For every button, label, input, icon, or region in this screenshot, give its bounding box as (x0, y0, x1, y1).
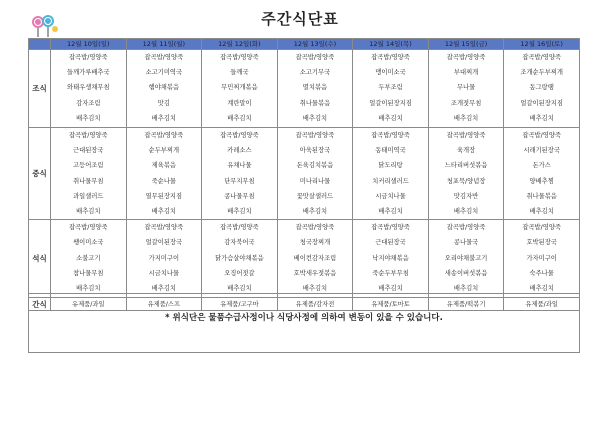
menu-item: 무나물 (456, 84, 476, 92)
menu-item: 잡곡밥/영양죽 (446, 132, 486, 139)
menu-item: 잡곡밥/영양죽 (68, 132, 108, 139)
menu-item: 잡곡밥/영양죽 (371, 224, 410, 232)
menu-cell (353, 50, 429, 128)
menu-item: 잡곡밥/영양죽 (144, 224, 184, 232)
menu-item: 잡곡밥/영양죽 (68, 224, 108, 232)
menu-item: 취나물볶음 (526, 192, 557, 200)
menu-item: 잡곡밥/영양죽 (68, 54, 108, 61)
menu-item: 잡곡밥/영양죽 (220, 132, 259, 139)
menu-item: 배추김치 (151, 284, 177, 292)
menu-item: 오징어젓갈 (224, 269, 255, 277)
menu-item: 오리야채불고기 (444, 254, 488, 262)
menu-cell (428, 50, 504, 128)
menu-item: 카레소스 (227, 147, 252, 155)
day-header: 12월 10일(일) (51, 39, 127, 50)
menu-item: 육개장 (456, 147, 476, 155)
menu-item: 유제품/과일 (525, 300, 558, 308)
menu-item: 잡곡밥/영양죽 (446, 54, 486, 61)
menu-item: 청포묵/양념장 (446, 177, 486, 185)
menu-item: 닭도리탕 (378, 162, 403, 170)
menu-cell (277, 128, 353, 220)
menu-item: 맛김 (157, 99, 170, 107)
day-header: 12월 12일(화) (202, 39, 278, 50)
menu-item: 잡곡밥/영양죽 (220, 224, 259, 232)
menu-item: 잡곡밥/영양죽 (522, 54, 561, 61)
menu-item: 미나리나물 (299, 177, 331, 185)
menu-item: 근대된장국 (73, 147, 104, 155)
day-header: 12월 14일(목) (353, 39, 429, 50)
menu-item: 호박새우젓볶음 (293, 269, 337, 277)
menu-item: 과일샐러드 (73, 192, 104, 200)
menu-item: 양배추찜 (529, 177, 554, 185)
menu-item: 동그랑땡 (529, 84, 554, 92)
menu-item: 참나물무침 (73, 269, 104, 277)
menu-item: 배추김치 (529, 207, 554, 215)
page-title: 주간식단표 (261, 10, 339, 28)
menu-item: 순두부찌개 (148, 147, 180, 155)
menu-item: 꽃맛살샐러드 (296, 192, 334, 200)
meal-row (29, 50, 580, 128)
menu-cell (277, 220, 353, 298)
menu-cell (504, 128, 580, 220)
menu-item: 감자조림 (76, 99, 101, 107)
menu-item: 조개순두부찌개 (520, 69, 563, 77)
notice-box (28, 293, 580, 353)
menu-item: 돈육김치볶음 (296, 162, 334, 170)
meal-row (29, 220, 580, 298)
menu-cell (202, 128, 278, 220)
menu-item: 맛김자반 (453, 192, 479, 200)
menu-item: 제육볶음 (151, 162, 177, 170)
menu-item: 멸치볶음 (302, 84, 328, 92)
menu-cell (428, 128, 504, 220)
menu-item: 아욱된장국 (299, 147, 331, 155)
menu-item: 배추김치 (302, 207, 328, 215)
menu-item: 배추김치 (227, 284, 252, 292)
meal-label: 중식 (29, 128, 51, 220)
menu-item: 고등어조림 (73, 162, 104, 170)
weekly-menu-table (28, 38, 580, 311)
menu-item: 얼갈이된장지짐 (520, 99, 563, 107)
menu-item: 청국장찌개 (299, 239, 331, 247)
menu-item: 잡곡밥/영양죽 (522, 224, 561, 232)
menu-item: 잡곡밥/영양죽 (371, 132, 410, 139)
menu-item: 배추김치 (151, 207, 177, 215)
menu-item: 들깨가루배추국 (66, 69, 110, 77)
menu-item: 유제품/떡볶기 (446, 300, 486, 308)
menu-item: 계란말이 (227, 99, 252, 107)
table-header-corner (29, 39, 51, 50)
menu-item: 배추김치 (227, 114, 252, 122)
menu-item: 호박된장국 (526, 239, 557, 247)
menu-cell (126, 220, 202, 298)
menu-item: 배추김치 (227, 207, 252, 215)
menu-item: 유제품/과일 (72, 300, 105, 308)
menu-cell (353, 128, 429, 220)
menu-item: 잡곡밥/영양죽 (144, 54, 184, 61)
menu-item: 낙지야채볶음 (372, 254, 409, 262)
meal-label: 간식 (29, 298, 51, 311)
menu-item: 취나물볶음 (299, 99, 331, 107)
menu-item: 맹이미소국 (375, 69, 406, 77)
menu-item: 근대된장국 (375, 239, 406, 247)
menu-item: 배추김치 (453, 207, 479, 215)
menu-item: 부대찌개 (453, 69, 479, 77)
menu-item: 느타리버섯볶음 (444, 162, 488, 170)
menu-item: 잡곡밥/영양죽 (295, 132, 335, 139)
menu-cell (202, 50, 278, 128)
menu-item: 배추김치 (378, 207, 403, 215)
notice-text: * 위식단은 물품수급사정이나 식당사정에 의하여 변동이 있을 수 있습니다. (165, 313, 443, 323)
menu-item: 잡곡밥/영양죽 (144, 132, 184, 139)
meal-label: 조식 (29, 50, 51, 128)
menu-item: 감자북어국 (224, 239, 255, 247)
menu-item: 얼갈이된장국 (145, 239, 183, 247)
menu-item: 두부조림 (378, 84, 403, 92)
menu-item: 가지미구이 (148, 254, 180, 262)
menu-item: 배추김치 (378, 284, 403, 292)
menu-item: 콩나물무침 (224, 192, 255, 200)
menu-item: 무민찌개볶음 (221, 84, 258, 92)
menu-item: 취나물무침 (73, 177, 104, 185)
menu-item: 단무지무침 (224, 177, 255, 185)
menu-item: 소고기무국 (299, 69, 331, 77)
menu-item: 유제품/감자전 (295, 300, 335, 308)
menu-cell (126, 128, 202, 220)
menu-item: 배추김치 (76, 207, 101, 215)
day-header: 12월 13일(수) (277, 39, 353, 50)
menu-cell (51, 220, 127, 298)
menu-item: 돈가스 (532, 162, 551, 170)
menu-item: 동태미역국 (375, 147, 406, 155)
menu-item: 잡곡밥/영양죽 (446, 224, 486, 232)
menu-item: 시래기된장국 (523, 147, 560, 155)
menu-item: 열무된장지짐 (145, 192, 183, 200)
menu-item: 배추김치 (529, 284, 554, 292)
menu-cell (504, 220, 580, 298)
menu-item: 유제품/고구마 (220, 300, 259, 308)
menu-item: 잡곡밥/영양죽 (371, 54, 410, 61)
menu-item: 잡곡밥/영양죽 (220, 54, 259, 61)
day-header: 12월 11일(월) (126, 39, 202, 50)
meal-label: 석식 (29, 220, 51, 298)
menu-item: 숙주나물 (529, 269, 554, 277)
menu-item: 배추김치 (453, 114, 479, 122)
menu-item: 죽순두부무침 (372, 269, 409, 277)
menu-item: 베이컨감자조림 (293, 254, 337, 262)
menu-item: 쌩이미소국 (73, 239, 104, 247)
menu-cell (428, 220, 504, 298)
day-header: 12월 16일(토) (504, 39, 580, 50)
menu-item: 소고기미역국 (145, 69, 183, 77)
menu-item: 조개젓무침 (450, 99, 482, 107)
menu-cell (353, 220, 429, 298)
menu-item: 들깨국 (230, 69, 249, 77)
menu-item: 치커리샐러드 (372, 177, 409, 185)
menu-item: 배추김치 (76, 114, 101, 122)
menu-item: 배추김치 (453, 284, 479, 292)
menu-item: 닭가슴살야채볶음 (215, 254, 264, 262)
menu-item: 배추김치 (378, 114, 403, 122)
menu-cell (51, 50, 127, 128)
menu-item: 가자미구이 (526, 254, 557, 262)
menu-cell (202, 220, 278, 298)
menu-item: 얼갈이된장지짐 (369, 99, 412, 107)
menu-item: 배추김치 (151, 114, 177, 122)
menu-item: 잡곡밥/영양죽 (295, 54, 335, 61)
menu-item: 잡곡밥/영양죽 (522, 132, 561, 139)
menu-item: 와태우생채무침 (66, 84, 110, 92)
menu-cell (277, 50, 353, 128)
menu-cell (126, 50, 202, 128)
menu-item: 죽순나물 (151, 177, 177, 185)
meal-row (29, 128, 580, 220)
menu-item: 콩나물국 (453, 239, 479, 247)
menu-cell (504, 50, 580, 128)
menu-item: 배추김치 (529, 114, 554, 122)
menu-item: 유제품/스프 (147, 300, 181, 308)
menu-item: 배추김치 (302, 114, 328, 122)
menu-cell (51, 128, 127, 220)
table-header-row (29, 39, 580, 50)
menu-item: 새송이버섯볶음 (444, 269, 488, 277)
menu-item: 잡곡밥/영양죽 (295, 224, 335, 232)
day-header: 12월 15일(금) (428, 39, 504, 50)
menu-item: 시금치나물 (375, 192, 406, 200)
menu-item: 소불고기 (76, 254, 101, 262)
menu-item: 유제품/토마토 (371, 300, 410, 308)
menu-item: 햄야채볶음 (148, 84, 180, 92)
menu-item: 시금치나물 (148, 269, 180, 277)
menu-item: 배추김치 (302, 284, 328, 292)
menu-item: 유채나물 (227, 162, 252, 170)
menu-item: 배추김치 (76, 284, 101, 292)
